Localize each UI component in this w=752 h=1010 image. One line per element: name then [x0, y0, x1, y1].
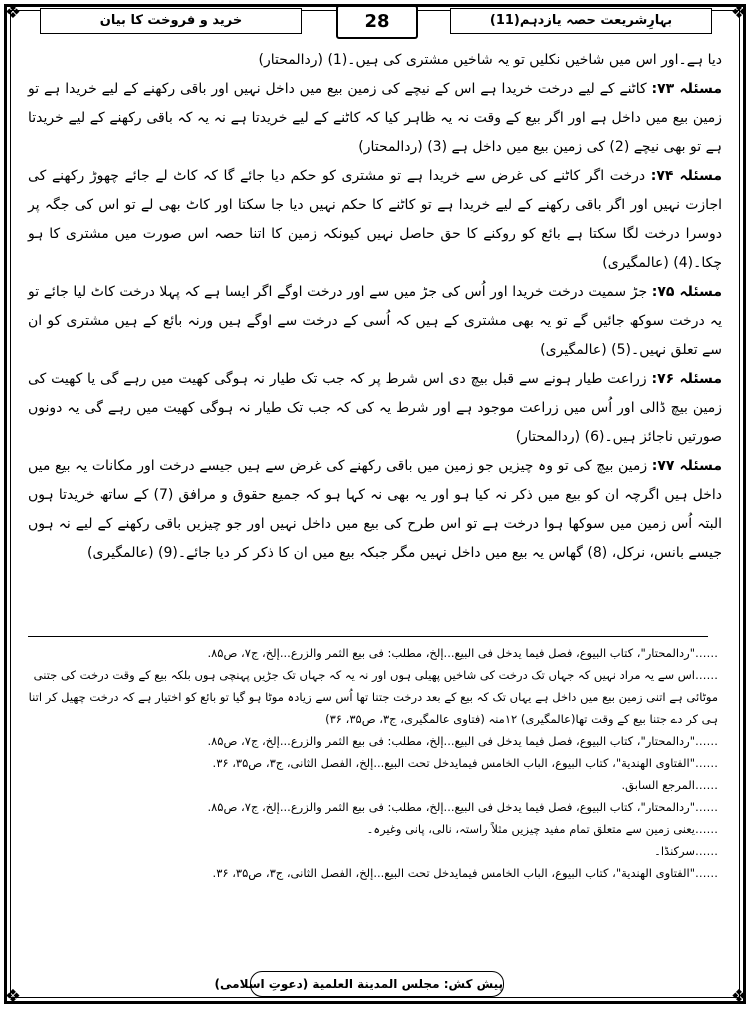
publisher-footer: [214, 971, 504, 997]
footer-prefix: پیش کش:: [443, 977, 503, 991]
masala-label: مسئلہ ۷۵:: [651, 284, 722, 300]
masala-label: مسئلہ ۷۴:: [650, 168, 723, 184]
paragraph-text: زمین بیچ کی تو وہ چیزیں جو زمین میں باقی رکھنے کی غرض سے ہیں جیسے درخت اور مکانات یہ بیع میں داخل ہیں اگرچہ ان کو بیع میں ذکر نہ کیا ہو اور یہ بھی نہ کہا ہو کہ جمیع حقوق و مرافق (7) کے ساتھ خریدتا ہوں البتہ اُس زمین میں سوکھا ہوا درخت ہے تو اس طرح کی بیع میں داخل نہیں اور جو چیزیں باقی رکھنے کے لیے نہ ہوں جیسے بانس، نرکل، (8) گھاس یہ بیع میں داخل نہیں مگر جبکہ بیع میں ان کا ذکر کر دیا جائے۔(9) (عالمگیری): [28, 458, 722, 561]
masala-label: مسئلہ ۷۶:: [651, 371, 723, 387]
masala-label: مسئلہ ۷۷:: [651, 458, 722, 474]
footnote: ……المرجع السابق.: [621, 778, 718, 792]
footnote: ……"ردالمحتار"، کتاب البیوع، فصل فیما یدخل فی البیع...إلخ، مطلب: فی بیع الثمر والزرع...إلخ، ج۷، ص۸۵.: [207, 734, 718, 748]
footnote: ……"ردالمحتار"، کتاب البیوع، فصل فیما یدخل فی البیع...إلخ، مطلب: فی بیع الثمر والزرع...إلخ، ج۷، ص۸۵.: [207, 800, 718, 814]
paragraph: [28, 365, 722, 452]
main-text: [28, 46, 722, 568]
footnote-divider: [28, 636, 708, 637]
corner-ornament-icon: ❖: [730, 2, 748, 23]
corner-ornament-icon: ❖: [4, 2, 22, 23]
masala-label: مسئلہ ۷۳:: [651, 81, 723, 97]
paragraph-text: کاٹنے کے لیے درخت خریدا ہے اس کے نیچے کی زمین بیع میں داخل نہیں اور باقی رکھنے کے لیے خریدا ہے تو زمین بیع میں داخل ہے اور اگر بیع کے وقت نہ یہ ظاہر کیا کہ کاٹنے کے لیے خریدتا ہے نہ یہ کہ باقی رکھنے کے لیے خریدتا ہے تو بھی نیچے (2) کی زمین بیع میں داخل ہے (3) (ردالمحتار): [28, 81, 722, 155]
paragraph: [28, 75, 722, 162]
paragraph-text: جڑ سمیت درخت خریدا اور اُس کی جڑ میں سے اور درخت اوگے اگر ایسا ہے کہ پہلا درخت کاٹ لیا جائے تو یہ درخت سوکھ جائیں گے تو یہ بھی مشتری کے ہیں کہ اُسی کے درخت سے اوگے ہیں ورنہ بائع کے ہیں مشتری کو ان سے تعلق نہیں۔(5) (عالمگیری): [28, 284, 722, 358]
paragraph-text: درخت اگر کاٹنے کی غرض سے خریدا ہے تو مشتری کو حکم دیا جائے گا کہ کاٹ لے جائے چھوڑ رکھنے کی اجازت نہیں اور اگر باقی رکھنے کے لیے خریدا ہے تو کاٹنے کا حکم نہیں دیا جا سکتا اور کاٹ بھی لے تو اس کی جگہ پر دوسرا درخت لگا سکتا ہے بائع کو روکنے کا حق حاصل نہیں کیونکہ زمین کا اتنا حصہ اس صورت میں مشتری کا ہو چکا۔(4) (عالمگیری): [28, 168, 722, 271]
paragraph: [28, 278, 722, 365]
footnote: ……"ردالمحتار"، کتاب البیوع، فصل فیما یدخل فی البیع...إلخ، مطلب: فی بیع الثمر والزرع...إلخ، ج۷، ص۸۵.: [207, 646, 718, 660]
footnote: ……"الفتاوی الهندیة"، کتاب البیوع، الباب الخامس فیمایدخل تحت البیع...إلخ، الفصل الثانی، ج۳، ص۳۵، ۳۶.: [212, 866, 718, 880]
publisher-org: (دعوتِ اسلامی): [214, 977, 309, 991]
footnotes: [28, 642, 718, 884]
footnote: ……یعنی زمین سے متعلق تمام مفید چیزیں مثلاً راستہ، نالی، پانی وغیرہ۔: [366, 822, 718, 836]
corner-ornament-icon: ❖: [4, 986, 22, 1007]
paragraph: [28, 452, 722, 568]
chapter-title-header: خرید و فروخت کا بیان: [40, 8, 302, 34]
footnote: ……اس سے یہ مراد نہیں کہ جہاں تک درخت کی شاخیں پھیلی ہوں اور نہ یہ کہ جہاں تک جڑیں پہنچی ہوں بلکہ بیع کے وقت درخت کی جتنی موٹائی ہے اتنی زمین بیع میں داخل ہے یہاں تک کہ بیع کے بعد درخت جتنا تھا اُس سے زیادہ موٹا ہو گیا تو بائع کو اختیار ہے کہ درخت چھیل کر اتنا ہی کر دے جتنا بیع کے وقت تھا(عالمگیری) ۱۲منہ (فتاوی عالمگیری، ج۳، ص۳۵، ۳۶): [28, 668, 718, 726]
corner-ornament-icon: ❖: [730, 986, 748, 1007]
paragraph: [28, 162, 722, 278]
paragraph-text: دیا ہے۔اور اس میں شاخیں نکلیں تو یہ شاخیں مشتری کی ہیں۔(1) (ردالمحتار): [258, 52, 722, 68]
footnote: ……"الفتاوی الهندیة"، کتاب البیوع، الباب الخامس فیمایدخل تحت البیع...إلخ، الفصل الثانی، ج۳، ص۳۵، ۳۶.: [212, 756, 718, 770]
footnote: ……سرکنڈا۔: [654, 844, 718, 858]
page-number: 28: [336, 5, 418, 39]
book-title-header: بہارِشریعت حصہ یازدہم(11): [450, 8, 712, 34]
paragraph-text: زراعت طیار ہونے سے قبل بیچ دی اس شرط پر کہ جب تک طیار نہ ہوگی کھیت میں رہے گی یا کھیت کی زمین بیچ ڈالی اور اُس میں زراعت موجود ہے اور شرط یہ کی کہ جب تک طیار نہ ہوگی کھیت میں رہے گی یہ دونوں صورتیں ناجائز ہیں۔(6) (ردالمحتار): [28, 371, 722, 445]
paragraph: [28, 46, 722, 75]
publisher-name: مجلس المدینة العلمیة: [312, 977, 440, 991]
